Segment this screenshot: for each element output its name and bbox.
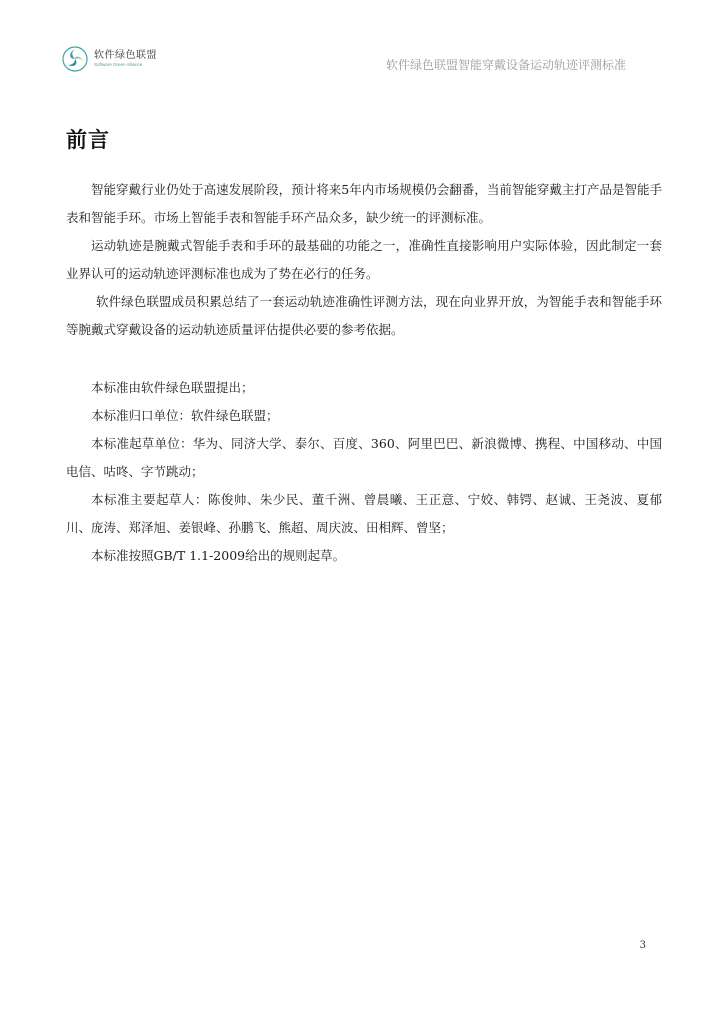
document-body (66, 176, 662, 570)
spacer (66, 344, 662, 374)
page-header (0, 0, 724, 80)
body-paragraph: 智能穿戴行业仍处于高速发展阶段，预计将来5年内市场规模仍会翻番，当前智能穿戴主打产品是智能手表和智能手环。市场上智能手表和智能手环产品众多，缺少统一的评测标准。 (66, 182, 662, 225)
body-paragraph: 软件绿色联盟成员积累总结了一套运动轨迹准确性评测方法，现在向业界开放，为智能手表和智能手环等腕戴式穿戴设备的运动轨迹质量评估提供必要的参考依据。 (66, 294, 662, 337)
statement-proposer: 本标准由软件绿色联盟提出； (91, 380, 254, 395)
alliance-logo-icon (62, 46, 88, 72)
statement-drafting-rules: 本标准按照GB/T 1.1-2009给出的规则起草。 (91, 548, 346, 563)
page-number: 3 (639, 940, 646, 951)
statement-drafters: 本标准主要起草人：陈俊帅、朱少民、董千洲、曾晨曦、王正意、宁姣、韩锷、赵诚、王尧波、夏郁川、庞涛、郑泽旭、姜银峰、孙鹏飞、熊超、周庆波、田相辉、曾坚； (66, 492, 662, 535)
section-heading: 前言 (66, 128, 110, 152)
alliance-logo (62, 46, 157, 72)
logo-name-cn: 软件绿色联盟 (94, 50, 157, 61)
statement-administrator: 本标准归口单位：软件绿色联盟； (91, 408, 279, 423)
document-title: 软件绿色联盟智能穿戴设备运动轨迹评测标准 (385, 58, 626, 72)
body-paragraph: 运动轨迹是腕戴式智能手表和手环的最基础的功能之一，准确性直接影响用户实际体验，因此制定一套业界认可的运动轨迹评测标准也成为了势在必行的任务。 (66, 238, 662, 281)
logo-name-en: Software Green Alliance (94, 62, 143, 67)
statement-drafting-units: 本标准起草单位：华为、同济大学、泰尔、百度、360、阿里巴巴、新浪微博、携程、中国移动、中国电信、咕咚、字节跳动； (66, 436, 662, 479)
